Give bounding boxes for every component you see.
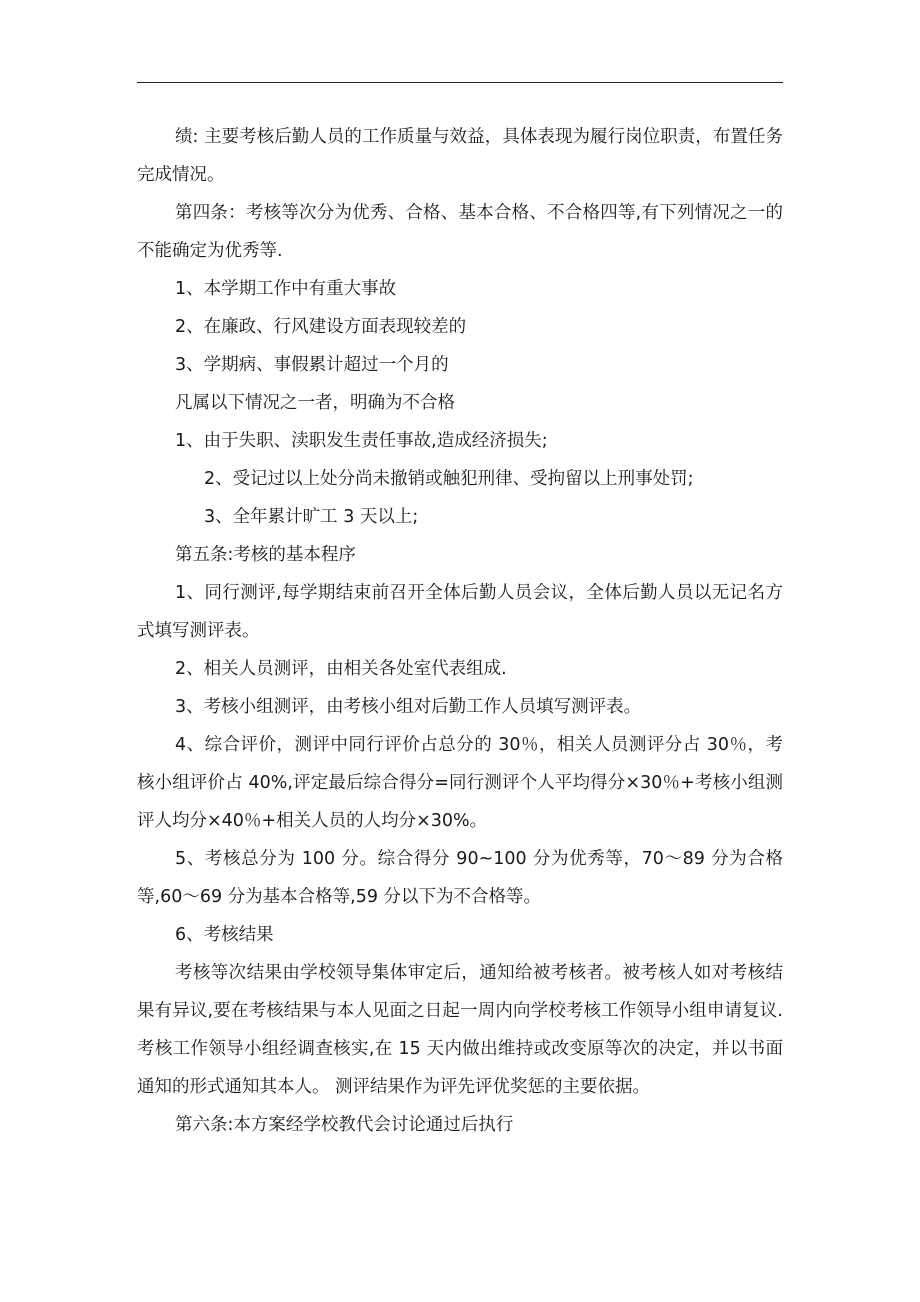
- list-item: 1、同行测评,每学期结束前召开全体后勤人员会议，全体后勤人员以无记名方式填写测评表。: [137, 583, 783, 641]
- list-item: 5、考核总分为 100 分。综合得分 90~100 分为优秀等，70～89 分为合格等,60～69 分为基本合格等,59 分以下为不合格等。: [137, 849, 783, 907]
- list-item: 1、由于失职、渎职发生责任事故,造成经济损失;: [175, 431, 548, 451]
- list-item: 1、本学期工作中有重大事故: [175, 279, 397, 299]
- list-item: 4、综合评价，测评中同行评价占总分的 30％，相关人员测评分占 30％，考核小组评价占 40%,评定最后综合得分=同行测评个人平均得分×30％+考核小组测评人均分×40％+相关人员的人均分×30%。: [137, 735, 783, 831]
- paragraph: 绩: 主要考核后勤人员的工作质量与效益，具体表现为履行岗位职责，布置任务完成情况。: [137, 127, 783, 185]
- paragraph: 凡属以下情况之一者，明确为不合格: [175, 393, 455, 413]
- list-item: 3、考核小组测评，由考核小组对后勤工作人员填写测评表。: [175, 697, 642, 717]
- header-rule: [137, 82, 783, 83]
- list-item: 2、受记过以上处分尚未撤销或触犯刑律、受拘留以上刑事处罚;: [204, 469, 694, 489]
- document-body: [137, 118, 783, 1144]
- section-heading: 第五条:考核的基本程序: [175, 545, 356, 565]
- list-item: 3、学期病、事假累计超过一个月的: [175, 355, 449, 375]
- section-heading: 第六条:本方案经学校教代会讨论通过后执行: [175, 1115, 514, 1135]
- list-item: 6、考核结果: [175, 925, 274, 945]
- list-item: 2、在廉政、行风建设方面表现较差的: [175, 317, 467, 337]
- list-item: 3、全年累计旷工 3 天以上;: [204, 507, 419, 527]
- paragraph: 第四条：考核等次分为优秀、合格、基本合格、不合格四等,有下列情况之一的不能确定为优秀等.: [137, 203, 783, 261]
- list-item: 2、相关人员测评，由相关各处室代表组成.: [175, 659, 507, 679]
- paragraph: 考核等次结果由学校领导集体审定后，通知给被考核者。被考核人如对考核结果有异议,要在考核结果与本人见面之日起一周内向学校考核工作领导小组申请复议.考核工作领导小组经调查核实,在 15 天内做出维持或改变原等次的决定，并以书面通知的形式通知其本人。 测评结果作为评先评优奖惩的主要依据。: [137, 963, 783, 1097]
